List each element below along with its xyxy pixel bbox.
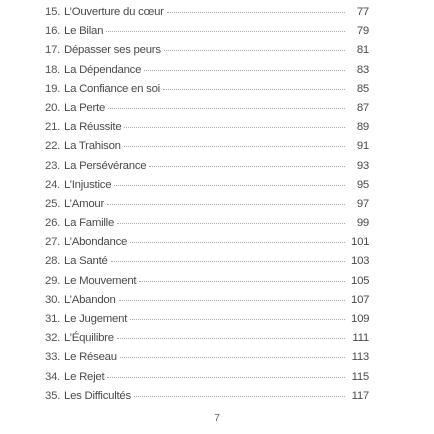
dot-leader xyxy=(163,88,345,90)
toc-entry-title: L’Abondance xyxy=(64,236,128,249)
toc-entry-title: Le Bilan xyxy=(64,25,104,38)
table-of-contents xyxy=(45,3,369,406)
toc-entry xyxy=(45,329,369,348)
toc-entry-number: 17. xyxy=(45,44,61,57)
toc-entry-title: Le Réseau xyxy=(64,351,117,364)
toc-entry xyxy=(45,368,369,387)
toc-entry-number: 33. xyxy=(45,351,61,364)
dot-leader xyxy=(130,241,345,243)
toc-entry-page: 81 xyxy=(356,44,369,57)
toc-entry-title: La Réussite xyxy=(64,121,122,134)
toc-entry-page: 101 xyxy=(351,236,370,249)
toc-entry-page: 79 xyxy=(356,25,369,38)
toc-entry-number: 29. xyxy=(45,274,61,287)
toc-entry-title: La Santé xyxy=(64,255,108,268)
toc-entry-page: 99 xyxy=(356,217,369,230)
toc-entry-title: Les Difficultés xyxy=(64,389,131,402)
toc-entry xyxy=(45,61,369,80)
dot-leader xyxy=(107,203,345,205)
dot-leader xyxy=(106,30,345,32)
toc-entry-page: 107 xyxy=(351,293,370,306)
toc-entry xyxy=(45,310,369,329)
dot-leader xyxy=(117,222,345,224)
dot-leader xyxy=(119,299,345,301)
dot-leader xyxy=(107,376,345,378)
dot-leader xyxy=(144,69,345,71)
toc-entry-page: 95 xyxy=(356,178,369,191)
toc-entry-page: 91 xyxy=(356,140,369,153)
toc-entry-number: 26. xyxy=(45,217,61,230)
dot-leader xyxy=(114,184,345,186)
toc-entry-page: 83 xyxy=(356,63,369,76)
dot-leader xyxy=(167,11,345,13)
toc-entry-number: 16. xyxy=(45,25,61,38)
dot-leader xyxy=(139,280,345,282)
toc-entry-page: 105 xyxy=(351,274,370,287)
toc-entry-title: L’Abandon xyxy=(64,293,116,306)
toc-entry-page: 103 xyxy=(351,255,370,268)
toc-entry-number: 24. xyxy=(45,178,61,191)
toc-entry-page: 109 xyxy=(351,313,370,325)
toc-entry-page: 89 xyxy=(356,121,369,134)
toc-entry xyxy=(45,41,369,60)
page-number: 7 xyxy=(214,412,220,424)
toc-entry xyxy=(45,3,369,22)
dot-leader xyxy=(164,49,345,51)
toc-entry-title: La Persévérance xyxy=(64,159,147,172)
toc-entry xyxy=(45,214,369,233)
toc-entry xyxy=(45,291,369,310)
toc-entry-page: 97 xyxy=(356,197,369,210)
toc-entry-number: 32. xyxy=(45,332,61,345)
dot-leader xyxy=(124,126,345,128)
dot-leader xyxy=(108,107,345,109)
toc-entry xyxy=(45,272,369,291)
toc-entry-number: 30. xyxy=(45,293,61,306)
toc-entry xyxy=(45,195,369,214)
toc-entry xyxy=(45,22,369,41)
toc-entry-number: 23. xyxy=(45,159,61,172)
toc-entry xyxy=(45,176,369,195)
toc-entry-title: La Perte xyxy=(64,101,106,114)
toc-entry-page: 93 xyxy=(356,159,369,172)
dot-leader xyxy=(111,260,345,262)
toc-entry-number: 22. xyxy=(45,140,61,153)
toc-entry-page: 117 xyxy=(351,389,369,402)
toc-entry-title: La Confiance en soi xyxy=(64,82,160,95)
toc-entry xyxy=(45,137,369,156)
toc-entry xyxy=(45,252,369,271)
dot-leader xyxy=(124,145,345,147)
toc-entry-title: La Famille xyxy=(64,217,115,230)
toc-entry-page: 111 xyxy=(352,332,369,345)
toc-entry-page: 115 xyxy=(351,370,369,383)
toc-entry-number: 28. xyxy=(45,255,61,268)
toc-entry xyxy=(45,233,369,252)
dot-leader xyxy=(149,165,345,167)
toc-entry xyxy=(45,157,369,176)
dot-leader xyxy=(120,356,345,358)
toc-entry xyxy=(45,348,369,367)
toc-entry-title: La Dépendance xyxy=(64,63,142,76)
toc-entry xyxy=(45,80,369,99)
toc-entry-title: La Trahison xyxy=(64,140,121,153)
toc-entry-number: 35. xyxy=(45,389,61,402)
toc-entry-page: 77 xyxy=(356,6,369,18)
toc-entry-number: 31. xyxy=(45,313,61,325)
toc-entry-title: Dépasser ses peurs xyxy=(64,44,161,57)
toc-entry-title: Le Rejet xyxy=(64,370,105,383)
toc-entry-page: 87 xyxy=(356,101,369,114)
toc-entry-number: 34. xyxy=(45,370,61,383)
toc-entry-number: 20. xyxy=(45,101,61,114)
toc-entry-number: 25. xyxy=(45,197,61,210)
toc-entry-title: L’Injustice xyxy=(64,178,112,191)
dot-leader xyxy=(134,395,345,397)
toc-entry xyxy=(45,387,369,406)
toc-entry-number: 15. xyxy=(45,6,61,18)
toc-entry-title: Le Jugement xyxy=(64,313,128,325)
toc-entry-title: Le Mouvement xyxy=(64,274,137,287)
toc-entry-number: 21. xyxy=(45,121,61,134)
toc-entry-number: 18. xyxy=(45,63,61,76)
toc-entry-page: 85 xyxy=(356,82,369,95)
dot-leader xyxy=(117,337,345,339)
toc-entry-title: L’Amour xyxy=(64,197,105,210)
dot-leader xyxy=(130,318,345,320)
toc-entry xyxy=(45,99,369,118)
toc-entry-number: 19. xyxy=(45,82,61,95)
toc-entry-title: L’Ouverture du cœur xyxy=(64,6,164,18)
toc-entry-number: 27. xyxy=(45,236,61,249)
toc-entry-title: L’Équilibre xyxy=(64,332,114,345)
toc-entry-page: 113 xyxy=(351,351,369,364)
toc-entry xyxy=(45,118,369,137)
